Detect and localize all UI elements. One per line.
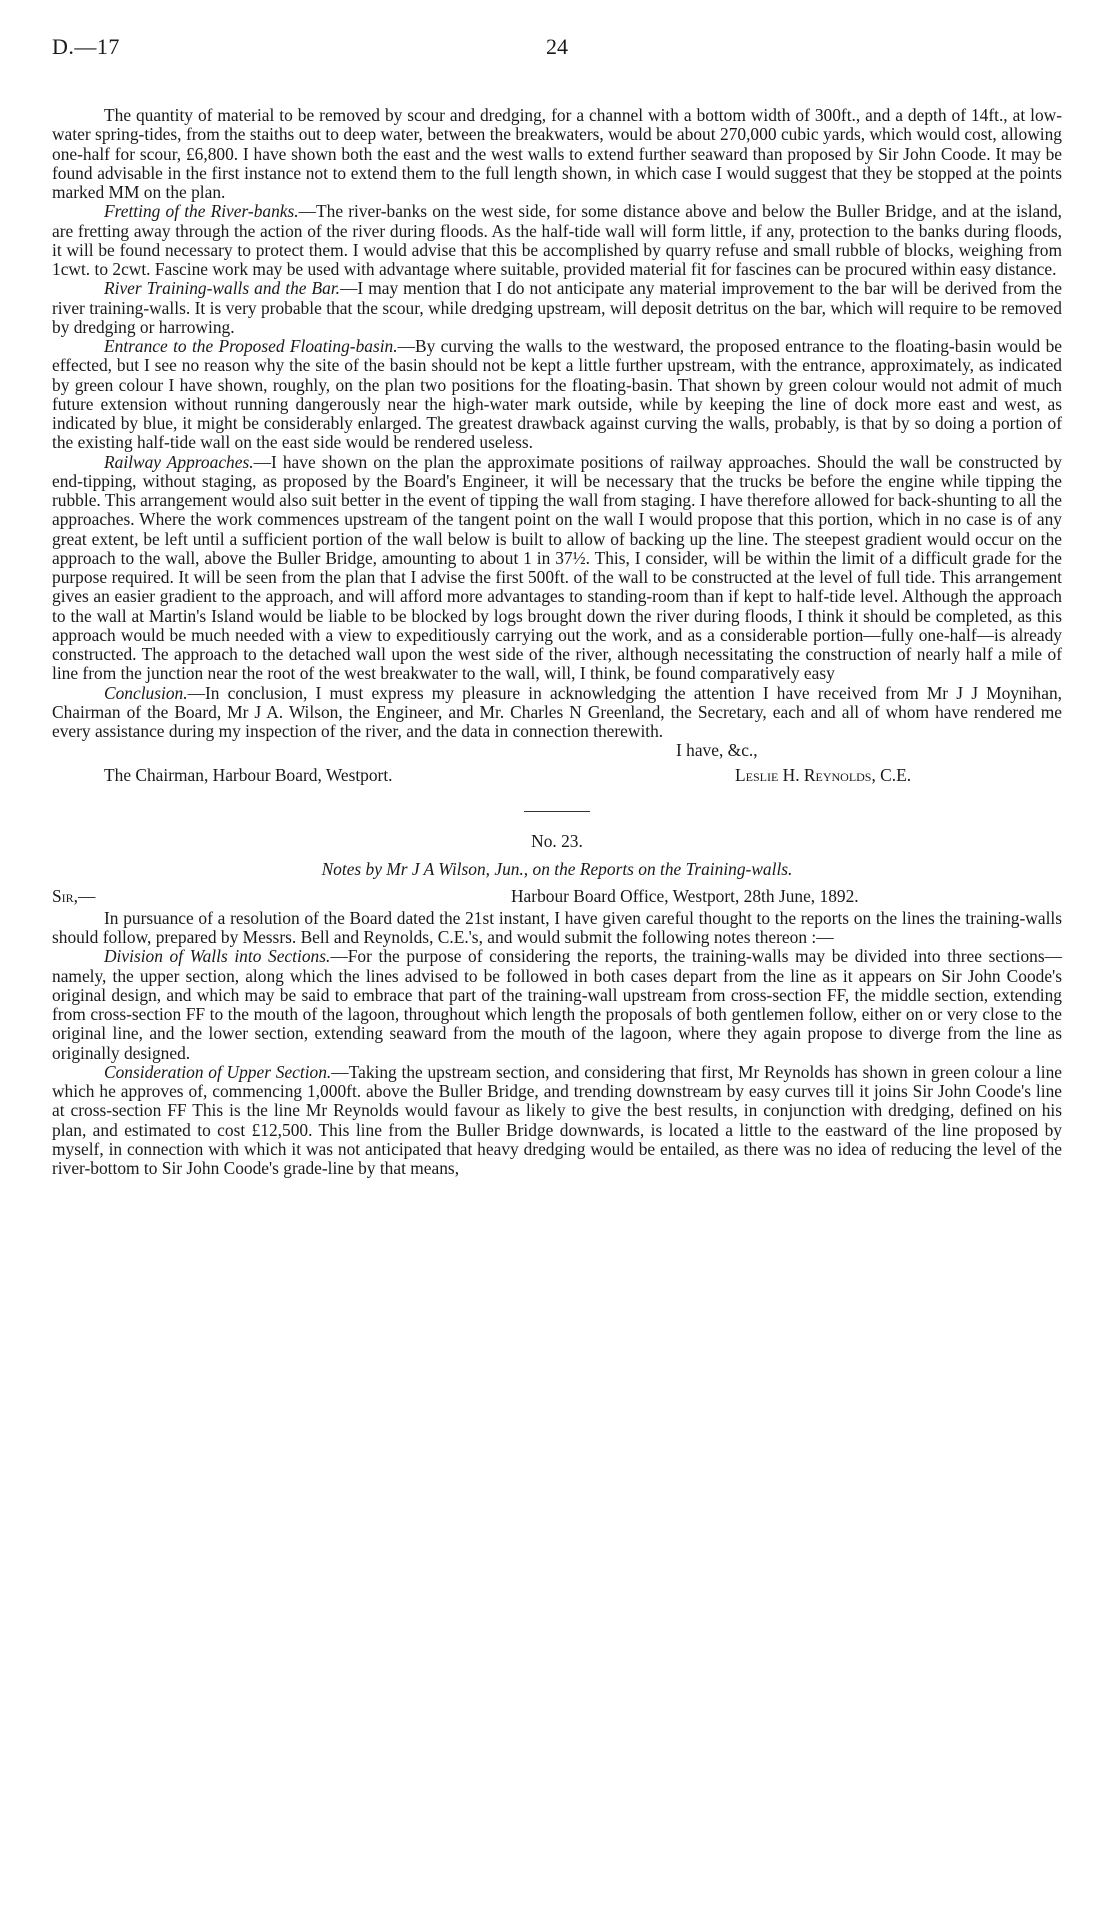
paragraph-upper-text: —Taking the upstream section, and considering that first, Mr Reynolds has shown in green colour a line which he approves of, commencing 1,000ft. above the Buller Bridge, and trending downstream by easy curves till it joins Sir John Coode's line at cross-section FF This is the line Mr Reynolds would favour as likely to give the best results, in conjunction with dredging, defined on his plan, and estimated to cost £12,500. This line from the Buller Bridge downwards, is located a little to the eastward of the line proposed by myself, in connection with which it was not anticipated that heavy dredging would be entailed, as there was no idea of reducing the level of the river-bottom to Sir John Coode's grade-line by that means,: [52, 1061, 1063, 1178]
paragraph-conclusion-text: —In conclusion, I must express my pleasure in acknowledging the attention I have received from Mr J J Moynihan, Chairman of the Board, Mr J A. Wilson, the Engineer, and Mr. Charles N Greenland, the Secretary, each and all of whom have rendered me every assistance during my inspection of the river, and the data in connection therewith.: [52, 682, 1062, 741]
section-heading-railway: Railway Approaches.: [104, 451, 254, 472]
paragraph-railway-text: —I have shown on the plan the approximate positions of railway approaches. Should the wall be constructed by end-tipping, without staging, as proposed by the Board's Engineer, it will be necessary that the trucks be before the engine while tipping the rubble. This arrangement would also suit better in the event of tipping the wall from staging. I have therefore allowed for back-shunting to all the approaches. Where the work commences upstream of the tangent point on the wall I would propose that this portion, which in no case is of any great extent, be left until a sufficient portion of the wall below is built to allow of backing up the line. The steepest gradient would occur on the approach to the wall, above the Buller Bridge, amounting to about 1 in 37½. This, I consider, will be within the limit of a difficult grade for the purpose required. It will be seen from the plan that I advise the first 500ft. of the wall to be constructed at the level of full tide. This arrangement gives an easier gradient to the approach, and will afford more advantages to standing-room than if kept to half-tide level. Although the approach to the wall at Martin's Island would be liable to be blocked by logs brought down the river during floods, I think it should be completed, as this approach would be much needed with a view to expeditiously carrying out the work, and as a considerable portion—fully one-half—is already constructed. The approach to the detached wall upon the west side of the river, although necessitating the construction of nearly half a mile of line from the junction near the root of the west breakwater to the wall, will, I think, be found comparatively easy: [52, 451, 1062, 684]
paragraph-bar: [52, 279, 1062, 337]
closing-line: I have, &c.,: [676, 740, 758, 761]
signature: Leslie H. Reynolds, C.E.: [735, 765, 912, 786]
page-body: [52, 106, 1062, 1178]
paragraph-railway: [52, 453, 1062, 684]
section-heading-upper: Consideration of Upper Section.: [104, 1061, 332, 1082]
paragraph-fretting-text: —The river-banks on the west side, for some distance above and below the Buller Bridge, and at the island, are fretting away through the action of the river during floods. As the half-tide wall will form little, if any, protection to the banks during floods, it will be found necessary to protect them. I would advise that this be accomplished by quarry refuse and small rubble of blocks, weighing from 1cwt. to 2cwt. Fascine work may be used with advantage where suitable, provided material fit for fascines can be procured within easy distance.: [52, 201, 1062, 279]
document-title: Notes by Mr J A Wilson, Jun., on the Reports on the Training-walls.: [321, 858, 793, 879]
place-date: Harbour Board Office, Westport, 28th June, 1892.: [511, 885, 859, 906]
page-header: [52, 34, 1062, 64]
salutation: Sir,—: [52, 885, 96, 906]
paragraph-bar-text: —I may mention that I do not anticipate any material improvement to the bar will be derived from the river training-walls. It is very probable that the scour, while dredging upstream, will deposit detritus on the bar, which will require to be removed by dredging or harrowing.: [52, 278, 1062, 337]
section-heading-entrance: Entrance to the Proposed Floating-basin.: [104, 336, 398, 356]
paragraph-upper-section: [52, 1063, 1062, 1179]
paragraph-intro: In pursuance of a resolution of the Board dated the 21st instant, I have given careful thought to the reports on the lines the training-walls should follow, prepared by Messrs. Bell and Reynolds, C.E.'s, and would submit the following notes thereon :—: [52, 907, 1062, 947]
page-number: 24: [546, 34, 568, 59]
document-number: No. 23.: [531, 831, 583, 852]
letter-signoff: [52, 741, 1062, 791]
paragraph-fretting: [52, 202, 1062, 279]
section-heading-division: Division of Walls into Sections.: [104, 946, 331, 967]
paragraph-division: [52, 947, 1062, 1063]
paragraph-entrance-text: —By curving the walls to the westward, the proposed entrance to the floating-basin would be effected, but I see no reason why the site of the basin should not be kept a little further upstream, with the entrance, approximately, as indicated by green colour I have shown, roughly, on the plan two positions for the floating-basin. That shown by green colour would not admit of much future extension without running dangerously near the high-water mark outside, while by keeping the line of dock more east and west, as indicated by blue, it might be considerably enlarged. The greatest drawback against curving the walls, probably, is that by so doing a portion of the existing half-tide wall on the east side would be rendered useless.: [52, 336, 1062, 453]
section-heading-fretting: Fretting of the River-banks.: [104, 201, 299, 222]
section-divider: [524, 811, 590, 812]
salutation-line: [52, 887, 1062, 909]
document-reference: D.—17: [52, 34, 120, 59]
paragraph-quantity: The quantity of material to be removed by scour and dredging, for a channel with a bottom width of 300ft., and a depth of 14ft., at low-water spring-tides, from the staiths out to deep water, between the breakwaters, would be about 270,000 cubic yards, which would cost, allowing one-half for scour, £6,800. I have shown both the east and the west walls to extend further seaward than proposed by Sir John Coode. It may be found advisable in the first instance not to extend them to the full length shown, in which case I would suggest that they be stopped at the points marked MM on the plan.: [52, 105, 1062, 202]
section-heading-conclusion: Conclusion.: [104, 682, 188, 703]
paragraph-entrance: [52, 337, 1062, 453]
paragraph-conclusion: [52, 684, 1062, 742]
paragraph-division-text: —For the purpose of considering the reports, the training-walls may be divided into three sections—namely, the upper section, along which the lines advised to be followed in both cases depart from the line as it appears on Sir John Coode's original design, and which may be said to embrace that part of the training-wall upstream from cross-section FF, the middle section, extending from cross-section FF to the mouth of the lagoon, throughout which length the proposals of both gentlemen follow, either on or very close to the original line, and the lower section, extending seaward from the mouth of the lagoon, where they again propose to diverge from the line as originally designed.: [52, 946, 1062, 1063]
addressee: The Chairman, Harbour Board, Westport.: [104, 765, 393, 786]
section-heading-bar: River Training-walls and the Bar.: [104, 278, 341, 299]
